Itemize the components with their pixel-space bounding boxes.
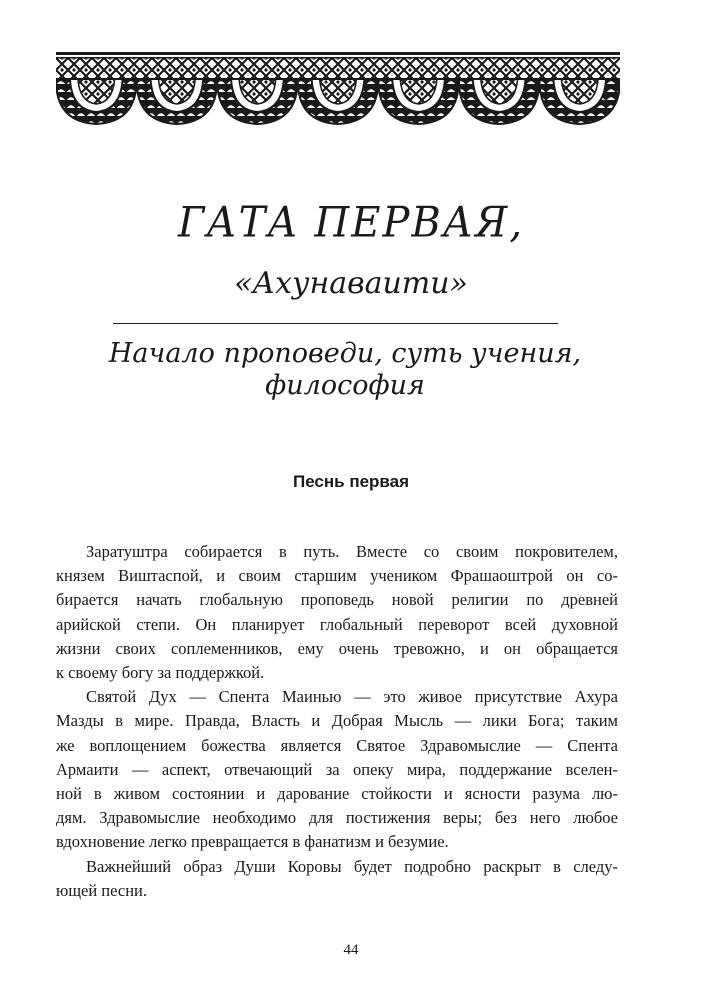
text-line: Святой Дух — Спента Маинью — это живое присутствие Ахура — [86, 687, 618, 707]
text-line: же воплощением божества является Святое Здравомыслие — Спента — [56, 735, 618, 755]
chapter-title: ГАТА ПЕРВАЯ, — [177, 198, 525, 248]
text-line: к своему богу за поддержкой. — [56, 663, 265, 683]
chapter-theme-line: Начало проповеди, суть учения, — [108, 338, 582, 369]
title-divider — [113, 323, 558, 324]
text-line: бирается начать глобальную проповедь новой религии по древней — [56, 590, 618, 610]
decorative-ornament-border — [56, 52, 620, 128]
chapter-theme-line: философия — [265, 370, 425, 401]
text-line: Мазды в мире. Правда, Власть и Добрая Мысль — лики Бога; таким — [56, 711, 618, 731]
text-line: Армаити — аспект, отвечающий за опеку мира, поддержание вселен- — [56, 759, 618, 779]
text-line: жизни своих соплеменников, ему очень тревожно, и он обращается — [56, 638, 618, 658]
paragraph — [56, 855, 618, 903]
page-number: 44 — [343, 942, 359, 958]
text-line: арийской степи. Он планирует глобальный переворот всей духовной — [56, 614, 618, 634]
chapter-subtitle: «Ахунаваити» — [234, 266, 468, 301]
text-line: вдохновение легко превращается в фанатизм и безумие. — [56, 832, 449, 852]
chapter-theme — [100, 338, 590, 402]
text-line: князем Виштаспой, и своим старшим учеником Фрашаоштрой он со- — [56, 566, 618, 586]
text-line: ной в живом состоянии и дарование стойкости и ясности разума лю- — [56, 784, 618, 804]
paragraph — [56, 685, 618, 854]
text-line: дям. Здравомыслие необходимо для постижения веры; без него любое — [56, 808, 618, 828]
body-text — [56, 540, 618, 903]
text-line: ющей песни. — [56, 880, 147, 900]
paragraph — [56, 540, 618, 685]
section-heading: Песнь первая — [292, 472, 410, 491]
text-line: Заратуштра собирается в путь. Вместе со своим покровителем, — [86, 542, 618, 561]
text-line: Важнейший образ Души Коровы будет подробно раскрыт в следу- — [86, 856, 618, 876]
